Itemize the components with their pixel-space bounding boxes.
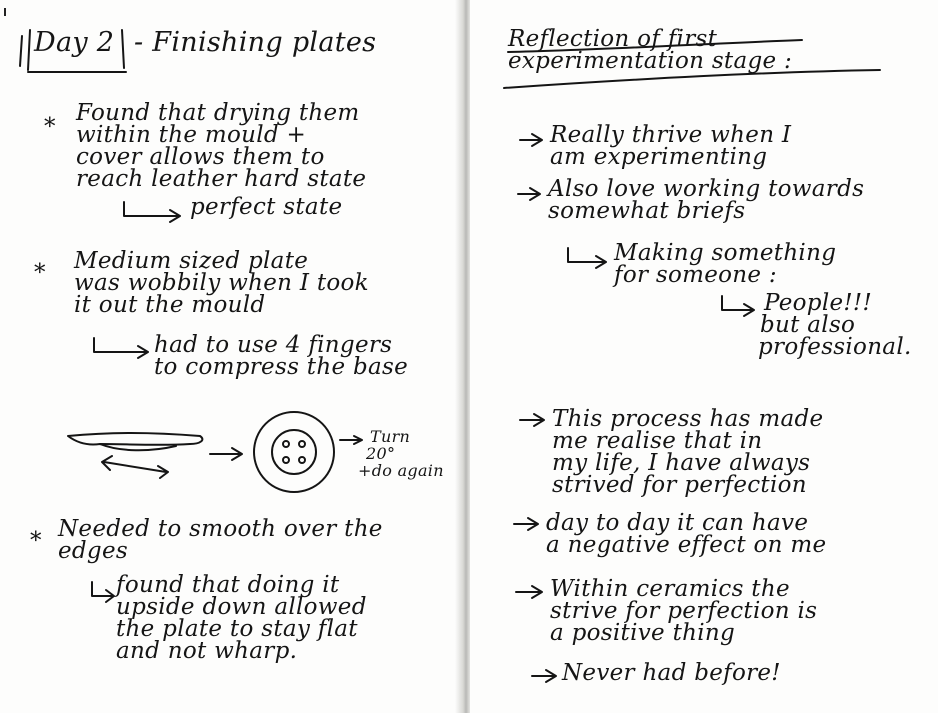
plate-top-view-inner [272, 430, 316, 474]
reflection-item: Within ceramics the strive for perfection is a positive thing [550, 576, 818, 646]
hook-arrow-icon [124, 202, 180, 222]
arrow-right-icon [340, 436, 362, 444]
title-bracket-left [20, 36, 22, 66]
arrow-right-icon [532, 670, 556, 682]
reflection-item: day to day it can have a negative effect on me [546, 510, 827, 558]
reflection-item: This process has made me realise that in my life, I have always strived for perfection [552, 406, 824, 498]
bullet-3-subpoint: found that doing it upside down allowed the plate to stay flat and not wharp. [116, 572, 367, 664]
day-label: Day 2 [34, 27, 115, 58]
reflection-subitem: Making something for someone : [614, 240, 837, 288]
plate-top-view-outer [254, 412, 334, 492]
finger-mark [283, 457, 289, 463]
finger-mark [283, 441, 289, 447]
hook-arrow-icon [722, 296, 754, 316]
double-arrow-icon [102, 456, 168, 478]
arrow-right-icon [516, 586, 542, 598]
arrow-right-icon [210, 448, 242, 460]
page-title-left: - Finishing plates [134, 27, 377, 58]
bullet-marker: * [30, 528, 42, 554]
bullet-3-text: Needed to smooth over the edges [58, 516, 383, 564]
page-title-right: Reflection of first experimentation stage : [508, 26, 793, 74]
arrow-right-icon [518, 188, 540, 200]
title-bracket-right [122, 30, 124, 68]
finger-mark [299, 457, 305, 463]
arrow-right-icon [520, 134, 542, 146]
bullet-2-subpoint: had to use 4 fingers to compress the base [154, 332, 409, 380]
bullet-marker: * [44, 114, 56, 140]
title-bracket-inner [28, 30, 30, 70]
hook-arrow-icon [92, 582, 114, 602]
diagram-note: Turn 20° +do again [358, 427, 444, 480]
right-title-underline-1 [508, 40, 802, 52]
bullet-1-subpoint: perfect state [190, 194, 343, 220]
reflection-subsubitem: People!!! but also professional. [758, 290, 912, 360]
bullet-1-text: Found that drying them within the mould + cover allows them to reach leather hard state [76, 100, 367, 192]
reflection-item: Never had before! [562, 660, 781, 686]
right-title-underline-2 [504, 70, 880, 88]
arrow-right-icon [514, 518, 538, 530]
bullet-2-text: Medium sized plate was wobbily when I took it out the mould [74, 248, 369, 318]
hook-arrow-icon [94, 338, 148, 358]
reflection-item: Really thrive when I am experimenting [550, 122, 792, 170]
finger-mark [299, 441, 305, 447]
reflection-item: Also love working towards somewhat briefs [548, 176, 865, 224]
plate-profile-drawing [68, 433, 202, 445]
hook-arrow-icon [568, 248, 606, 268]
bullet-marker: * [34, 260, 46, 286]
arrow-right-icon [520, 414, 544, 426]
